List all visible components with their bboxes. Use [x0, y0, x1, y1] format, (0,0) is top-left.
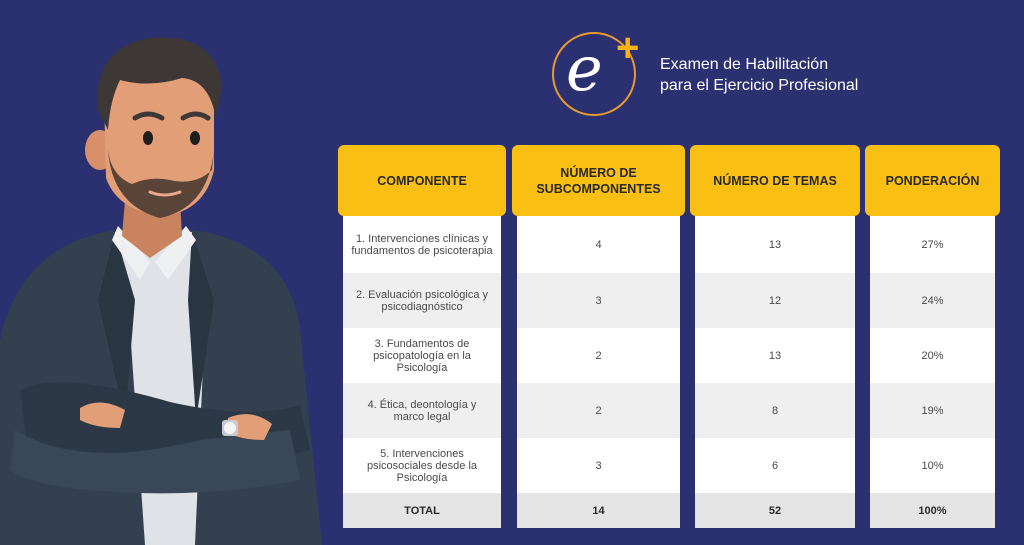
table-cell: 12 [695, 273, 855, 328]
column-subcomponentes [512, 145, 685, 517]
table-cell: 3. Fundamentos de psicopatología en la Psicología [343, 328, 501, 383]
table-cell: 13 [695, 216, 855, 273]
table-cell: 1. Intervenciones clínicas y fundamentos de psicoterapia [343, 216, 501, 273]
column-cells [695, 216, 855, 528]
column-cells [343, 216, 501, 528]
total-label: TOTAL [343, 493, 501, 528]
total-temas: 52 [695, 493, 855, 528]
column-cells [870, 216, 995, 528]
table-cell: 4 [517, 216, 680, 273]
table-cell: 13 [695, 328, 855, 383]
table-cell: 5. Intervenciones psicosociales desde la Psicología [343, 438, 501, 493]
column-temas [690, 145, 860, 517]
header-ponderacion: PONDERACIÓN [865, 145, 1000, 216]
total-ponderacion: 100% [870, 493, 995, 528]
header-subcomponentes: NÚMERO DE SUBCOMPONENTES [512, 145, 685, 216]
man-illustration [0, 0, 340, 545]
column-componente [338, 145, 506, 517]
total-subcomponentes: 14 [517, 493, 680, 528]
logo-title-line1: Examen de Habilitación [660, 56, 829, 73]
header-componente: COMPONENTE [338, 145, 506, 216]
logo-title [660, 54, 858, 96]
table-cell: 2 [517, 328, 680, 383]
table-cell: 4. Ética, deontología y marco legal [343, 383, 501, 438]
logo-letter: e [566, 32, 603, 105]
header-temas: NÚMERO DE TEMAS [690, 145, 860, 216]
logo-plus-icon: + [616, 26, 640, 70]
column-cells [517, 216, 680, 528]
table-cell: 27% [870, 216, 995, 273]
table-cell: 3 [517, 438, 680, 493]
table-cell: 20% [870, 328, 995, 383]
table-cell: 24% [870, 273, 995, 328]
table-cell: 19% [870, 383, 995, 438]
table-cell: 6 [695, 438, 855, 493]
table-cell: 2. Evaluación psicológica y psicodiagnóstico [343, 273, 501, 328]
table-cell: 10% [870, 438, 995, 493]
table-cell: 2 [517, 383, 680, 438]
column-ponderacion [865, 145, 1000, 517]
table-cell: 3 [517, 273, 680, 328]
exam-logo [552, 26, 882, 118]
logo-title-line2: para el Ejercicio Profesional [660, 77, 859, 94]
table-cell: 8 [695, 383, 855, 438]
